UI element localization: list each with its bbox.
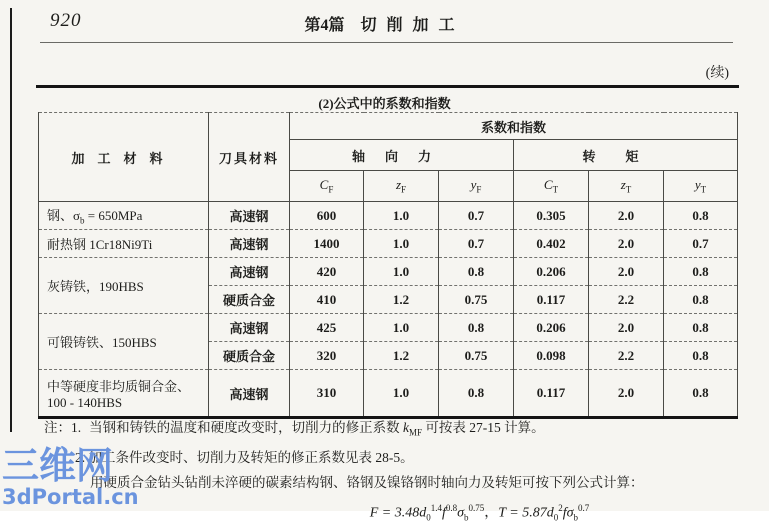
group-header-axial-force: 轴向力 (290, 140, 514, 171)
tool-cell: 高速钢 (209, 202, 290, 230)
value-cell: 0.117 (514, 286, 589, 314)
symbol-yF: $y_F$ (439, 171, 514, 202)
value-cell: 0.206 (514, 314, 589, 342)
footnote-3: 用硬质合金钻头钻削未淬硬的碳素结构钢、铬钢及镍铬钢时轴向力及转矩可按下列公式计算： (90, 474, 644, 490)
value-cell: 1.2 (364, 286, 439, 314)
footnote-1: 注：1. 当钢和铸铁的温度和硬度改变时，切削力的修正系数 $k_{MF}$ 可按表 27-15 计算。 (44, 420, 545, 438)
tool-cell: 高速钢 (209, 370, 290, 418)
value-cell: 2.2 (589, 342, 664, 370)
value-cell: 0.117 (514, 370, 589, 418)
watermark-site-url: 3dPortal.cn (2, 485, 139, 509)
value-cell: 2.2 (589, 286, 664, 314)
watermark-logo-3dportal: 三维网 (2, 444, 113, 487)
value-cell: 0.8 (664, 314, 738, 342)
value-cell: 2.0 (589, 230, 664, 258)
page-number: 920 (50, 10, 82, 31)
symbol-zT: $z_T$ (589, 171, 664, 202)
running-header (0, 12, 769, 35)
section-label: 第4篇 (304, 17, 345, 34)
table-title: (2)公式中的系数和指数 (318, 96, 451, 111)
header-rule (40, 42, 733, 43)
table-row (39, 370, 738, 418)
value-cell: 0.75 (439, 286, 514, 314)
value-cell: 1.2 (364, 342, 439, 370)
table-row (39, 258, 738, 286)
value-cell: 1.0 (364, 370, 439, 418)
note-label: 注：1. (44, 420, 82, 435)
value-cell: 425 (290, 314, 364, 342)
value-cell: 600 (290, 202, 364, 230)
column-header-workpiece-material: 加工材料 (39, 113, 209, 202)
value-cell: 0.7 (439, 202, 514, 230)
value-cell: 1400 (290, 230, 364, 258)
group-header-coefficients: 系数和指数 (290, 113, 738, 140)
value-cell: 0.8 (664, 258, 738, 286)
symbol-zF: $z_F$ (364, 171, 439, 202)
footnote-2: 2. 加工条件改变时、切削力及转矩的修正系数见表 28-5。 (75, 449, 414, 465)
value-cell: 2.0 (589, 202, 664, 230)
value-cell: 0.402 (514, 230, 589, 258)
column-header-tool-material: 刀具材料 (209, 113, 290, 202)
value-cell: 0.8 (664, 286, 738, 314)
coefficients-table (38, 112, 738, 419)
value-cell: 0.206 (514, 258, 589, 286)
tool-cell: 高速钢 (209, 230, 290, 258)
tool-cell: 硬质合金 (209, 286, 290, 314)
value-cell: 410 (290, 286, 364, 314)
symbol-yT: $y_T$ (664, 171, 738, 202)
table-row (39, 314, 738, 342)
table-row (39, 230, 738, 258)
value-cell: 0.098 (514, 342, 589, 370)
material-cell: 中等硬度非均质铜合金、 100 - 140HBS (39, 370, 209, 418)
table-top-rule (36, 85, 739, 88)
value-cell: 2.0 (589, 258, 664, 286)
material-cell: 灰铸铁，190HBS (39, 258, 209, 314)
group-header-torque: 转矩 (514, 140, 738, 171)
tool-cell: 高速钢 (209, 258, 290, 286)
material-cell: 钢、$\sigma_b = 650MPa$ (39, 202, 209, 230)
value-cell: 0.75 (439, 342, 514, 370)
material-cell: 可锻铸铁、150HBS (39, 314, 209, 370)
value-cell: 0.8 (439, 314, 514, 342)
value-cell: 1.0 (364, 258, 439, 286)
scan-artifact-line (10, 8, 12, 432)
watermark (2, 444, 139, 509)
value-cell: 320 (290, 342, 364, 370)
symbol-CF: $C_F$ (290, 171, 364, 202)
continued-marker: (续) (705, 66, 729, 81)
value-cell: 1.0 (364, 230, 439, 258)
material-cell: 耐热钢 1Cr18Ni9Ti (39, 230, 209, 258)
value-cell: 2.0 (589, 314, 664, 342)
footnotes (44, 417, 745, 528)
value-cell: 2.0 (589, 370, 664, 418)
value-cell: 0.7 (664, 230, 738, 258)
correction-factor-symbol: k (403, 420, 409, 435)
value-cell: 0.7 (439, 230, 514, 258)
value-cell: 310 (290, 370, 364, 418)
tool-cell: 高速钢 (209, 314, 290, 342)
symbol-CT: $C_T$ (514, 171, 589, 202)
value-cell: 0.8 (664, 370, 738, 418)
table-row (39, 202, 738, 230)
value-cell: 0.305 (514, 202, 589, 230)
value-cell: 1.0 (364, 202, 439, 230)
value-cell: 0.8 (664, 202, 738, 230)
value-cell: 0.8 (439, 370, 514, 418)
tool-cell: 硬质合金 (209, 342, 290, 370)
value-cell: 0.8 (439, 258, 514, 286)
value-cell: 1.0 (364, 314, 439, 342)
drilling-force-formulas: $F = 3.48d_0^{1.4}f^{0.8}\sigma_b^{0.75}$，$T = 5.87d_0^2f\sigma_b^{0.7}$ (369, 502, 590, 523)
section-title: 切削加工 (360, 17, 465, 34)
value-cell: 0.8 (664, 342, 738, 370)
value-cell: 420 (290, 258, 364, 286)
